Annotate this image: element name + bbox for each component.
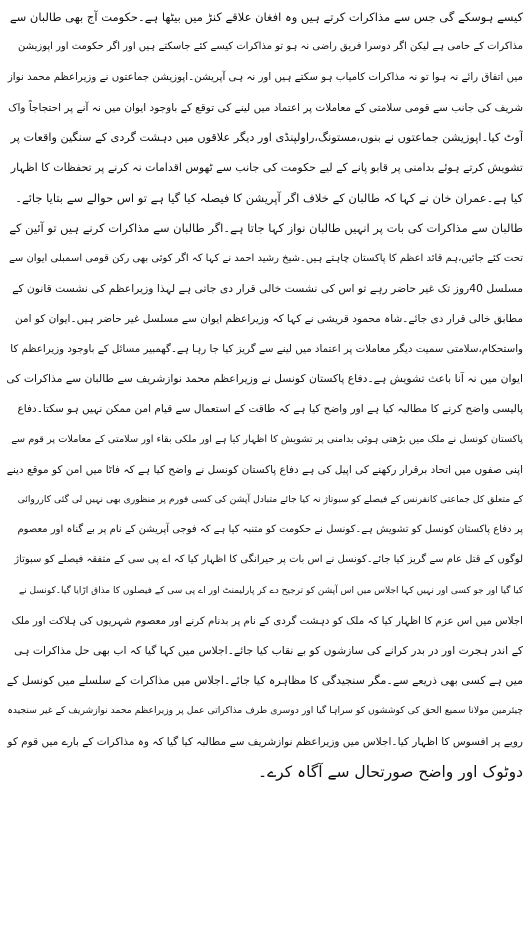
- text-line-6: تشویش کرتے ہوئے بدامنی پر قابو پانے کے لیے حکومت کی جانب سے ٹھوس اقدامات نہ کرنے پر تحفظات کا اظہار: [10, 160, 523, 174]
- text-line-16: اپنی صفوں میں اتحاد برقرار رکھنے کی اپیل کی ہے دفاع پاکستان کونسل نے واضح کیا ہے کہ فاٹا میں امن کو موقع دینے: [6, 463, 523, 476]
- text-line-10: مسلسل 40روز تک غیر حاضر رہے تو اس کی نشست خالی قرار دی جاتی ہے لہذا وزیراعظم کی نشست قانون کے: [12, 281, 523, 295]
- text-line-14: پالیسی واضح کرنے کا مطالبہ کیا ہے اور واضح کیا ہے کہ طاقت کے استعمال سے قیام امن ممکن نہیں ہو سکتا۔دفاع: [17, 403, 523, 416]
- text-line-2: مذاکرات کے حامی ہے لیکن اگر دوسرا فریق راضی نہ ہو تو مذاکرات کیسے کئے جاسکتے ہیں اور اگر حکومت اور اپوزیشن: [18, 41, 523, 53]
- text-line-5: آوٹ کیا۔اپوزیشن جماعتوں نے بنوں،مستونگ،راولپنڈی اور دیگر علاقوں میں دہشت گردی کے سنگین واقعات پر: [10, 130, 523, 144]
- text-line-20: کیا گیا اور جو کسی اور نہیں کہا اجلاس میں اس آپشن کو ترجیح دے کر پارلیمنٹ اور اے پی سی کے فیصلوں کا مذاق اڑایا گیا۔کونسل نے: [18, 585, 523, 596]
- text-line-19: لوگوں کے قتل عام سے گریز کیا جائے۔کونسل نے اس بات پر حیرانگی کا اظہار کیا کہ اے پی سی کے متفقہ فیصلے کو سبوتاژ: [14, 554, 523, 566]
- text-line-11: مطابق خالی قرار دی جائے۔شاہ محمود قریشی نے کہا کہ وزیراعظم ایوان سے مسلسل غیر حاضر ہیں۔ایوان کو امن: [14, 312, 523, 325]
- text-line-26: دوٹوک اور واضح صورتحال سے آگاہ کرے۔: [258, 762, 523, 781]
- text-line-21: اجلاس میں اس عزم کا اظہار کیا کہ ملک کو دہشت گردی کے نام پر بدنام کرنے اور معصوم شہریوں کی ہلاکت اور ملک: [11, 614, 523, 627]
- text-line-7: کیا ہے۔عمران خان نے کہا کہ طالبان کے خلاف اگر آپریشن کا فیصلہ کیا گیا ہے تو اس حوالے سے بتایا جائے۔: [15, 191, 523, 206]
- text-line-17: کے متعلق کل جماعتی کانفرنس کے فیصلے کو سبوتاژ نہ کیا جائے متبادل آپشن کی کسی فورم پر منظوری بھی نہیں لی گئی کارروائی: [17, 494, 523, 505]
- text-line-1: کیسے ہوسکے گی جس سے مذاکرات کرتے ہیں وہ افغان علاقے کنڑ میں بیٹھا ہے۔حکومت آج بھی طالبان سے: [9, 10, 523, 24]
- text-line-4: شریف کی جانب سے قومی سلامتی کے معاملات پر اعتماد میں لینے کی توقع کے باوجود ایوان میں نہ آنے پر احتجاجاً واک: [8, 101, 523, 114]
- text-line-23: میں ہے کسی بھی ذریعے سے۔مگر سنجیدگی کا مظاہرہ کیا جائے۔اجلاس میں مذاکرات کے سلسلے میں کونسل کے: [6, 674, 523, 688]
- text-line-24: چیئرمین مولانا سمیع الحق کی کوششوں کو سراہا گیا اور دوسری طرف مذاکراتی عمل پر وزیراعظم محمد نوازشریف کے غیر سنجیدہ: [7, 705, 523, 717]
- text-line-25: رویے پر افسوس کا اظہار کیا۔اجلاس میں وزیراعظم نوازشریف سے مطالبہ کیا گیا کہ وہ مذاکرات کے بارے میں قوم کو: [7, 735, 523, 748]
- text-line-22: کے اندر ہجرت اور در بدر کرانے کی سازشوں کو بے نقاب کیا جائے۔اجلاس میں کہا گیا کہ اب بھی حل مذاکرات ہی: [14, 643, 523, 657]
- text-line-18: پر دفاع پاکستان کونسل کو تشویش ہے۔کونسل نے حکومت کو متنبہ کیا ہے کہ فوجی آپریشن کے نام پر بے گناہ اور معصوم: [17, 524, 523, 536]
- text-line-12: واستحکام،سلامتی سمیت دیگر معاملات پر اعتماد میں لینے سے گریز کیا جا رہا ہے۔گھمبیر مسائل کے باوجود وزیراعظم کا: [10, 343, 523, 356]
- text-line-9: تحت کئے جائیں،ہم قائد اعظم کا پاکستان چاہتے ہیں۔شیخ رشید احمد نے کہا کہ اگر کوئی بھی رکن قومی اسمبلی ایوان سے: [9, 252, 523, 264]
- text-line-8: طالبان سے مذاکرات کی بات پر انہیں طالبان نواز کہا جاتا ہے۔اگر طالبان سے مذاکرات کرنے ہیں تو آئین کے: [9, 221, 523, 236]
- text-line-3: میں اتفاق رائے نہ ہوا تو نہ مذاکرات کامیاب ہو سکتے ہیں اور نہ ہی آپریشن۔اپوزیشن جماعتوں نے وزیراعظم محمد نواز: [7, 71, 523, 84]
- text-line-15: پاکستان کونسل نے ملک میں بڑھتی ہوئی بدامنی پر تشویش کا اظہار کیا ہے اور ملکی بقاء اور سلامتی کے معاملات پر قوم سے: [11, 433, 523, 445]
- text-line-13: ایوان میں نہ آنا باعث تشویش ہے۔دفاع پاکستان کونسل نے وزیراعظم محمد نوازشریف سے طالبان سے مذاکرات کی: [6, 372, 523, 386]
